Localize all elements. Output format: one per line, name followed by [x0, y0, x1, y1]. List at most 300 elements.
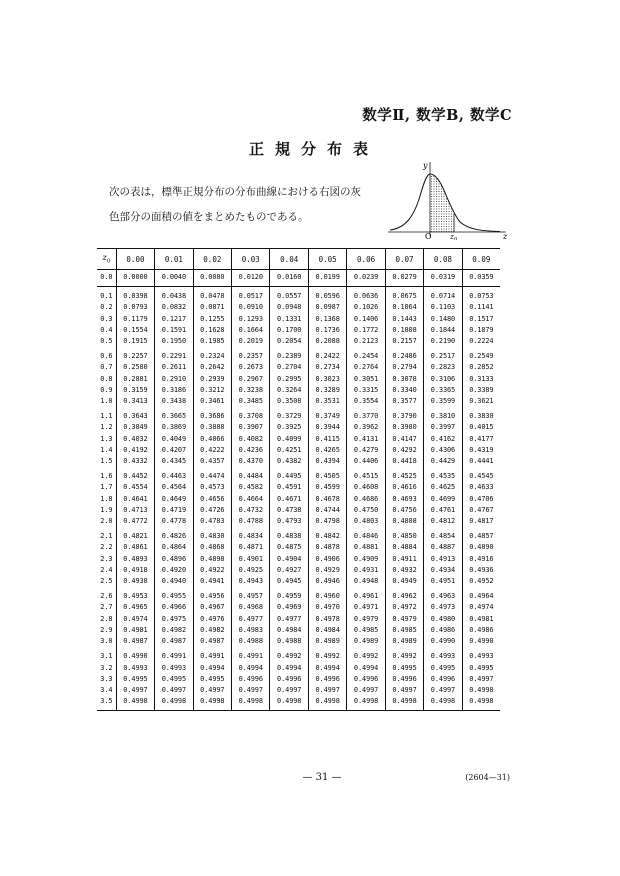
table-cell: 0.2939	[193, 374, 231, 385]
table-cell: 0.4664	[232, 494, 270, 505]
row-z-value: 2.5	[100, 577, 113, 586]
table-cell: 0.3315	[347, 385, 385, 396]
table-cell: 0.4952	[462, 576, 500, 587]
table-cell: 0.4998	[462, 685, 500, 696]
normal-curve-figure	[388, 158, 518, 240]
table-cell: 0.4830	[193, 527, 231, 542]
table-cell: 0.4979	[385, 614, 423, 625]
table-cell: 0.4808	[385, 516, 423, 527]
table-cell: 0.4678	[308, 494, 346, 505]
table-cell: 0.4554	[116, 482, 154, 493]
table-cell: 0.3749	[308, 407, 346, 422]
table-cell: 0.4881	[347, 542, 385, 553]
table-cell: 0.2517	[424, 347, 462, 362]
origin-label: O	[425, 232, 432, 240]
table-cell: 0.4987	[155, 636, 193, 647]
table-cell: 0.4452	[116, 467, 154, 482]
table-cell: 0.4463	[155, 467, 193, 482]
table-cell: 0.4920	[155, 565, 193, 576]
table-cell: 0.3810	[424, 407, 462, 422]
table-cell: 0.4927	[270, 565, 308, 576]
table-cell: 0.4984	[270, 625, 308, 636]
table-cell: 0.4857	[462, 527, 500, 542]
table-cell: 0.3869	[155, 422, 193, 433]
row-z-value: 0.5	[100, 337, 113, 346]
table-cell: 0.4951	[424, 576, 462, 587]
table-cell: 0.4962	[385, 587, 423, 602]
table-cell: 0.0793	[116, 302, 154, 313]
table-cell: 0.2852	[462, 362, 500, 373]
table-cell: 0.4671	[270, 494, 308, 505]
table-cell: 0.4793	[270, 516, 308, 527]
table-cell: 0.4974	[462, 602, 500, 613]
table-cell: 0.4996	[347, 674, 385, 685]
table-cell: 0.2422	[308, 347, 346, 362]
table-cell: 0.4949	[385, 576, 423, 587]
table-cell: 0.4846	[347, 527, 385, 542]
table-cell: 0.4875	[270, 542, 308, 553]
row-z-value: 3.1	[100, 652, 113, 661]
table-cell: 0.4985	[347, 625, 385, 636]
table-cell: 0.3212	[193, 385, 231, 396]
table-cell: 0.4979	[347, 614, 385, 625]
table-cell: 0.4997	[385, 685, 423, 696]
table-row	[97, 647, 500, 662]
table-cell: 0.4980	[424, 614, 462, 625]
column-header: 0.07	[385, 249, 423, 270]
table-cell: 0.1915	[116, 336, 154, 347]
table-cell: 0.4713	[116, 505, 154, 516]
table-row	[97, 685, 500, 696]
table-cell: 0.4998	[155, 696, 193, 711]
table-cell: 0.4573	[193, 482, 231, 493]
table-cell: 0.0199	[308, 270, 346, 287]
table-cell: 0.4997	[155, 685, 193, 696]
table-cell: 0.4222	[193, 445, 231, 456]
table-row	[97, 527, 500, 542]
y-axis-label: y	[423, 161, 428, 170]
table-cell: 0.4986	[462, 625, 500, 636]
table-row	[97, 505, 500, 516]
table-cell: 0.4997	[270, 685, 308, 696]
row-z-value: 1.7	[100, 483, 113, 492]
table-cell: 0.4616	[385, 482, 423, 493]
row-z-value: 0.4	[100, 325, 113, 334]
row-z-value: 3.4	[100, 685, 113, 694]
table-cell: 0.4941	[193, 576, 231, 587]
table-cell: 0.4995	[155, 674, 193, 685]
table-cell: 0.4959	[270, 587, 308, 602]
table-cell: 0.4761	[424, 505, 462, 516]
table-cell: 0.4989	[385, 636, 423, 647]
table-cell: 0.4997	[424, 685, 462, 696]
table-cell: 0.3365	[424, 385, 462, 396]
table-cell: 0.4975	[155, 614, 193, 625]
x-axis-label: z	[503, 232, 508, 240]
table-cell: 0.4826	[155, 527, 193, 542]
table-cell: 0.4982	[193, 625, 231, 636]
table-cell: 0.1879	[462, 325, 500, 336]
table-cell: 0.4406	[347, 456, 385, 467]
table-cell: 0.3554	[347, 396, 385, 407]
table-row	[97, 407, 500, 422]
table-row	[97, 625, 500, 636]
table-cell: 0.4916	[462, 554, 500, 565]
table-cell: 0.4049	[155, 434, 193, 445]
table-cell: 0.3729	[270, 407, 308, 422]
table-cell: 0.0636	[347, 287, 385, 303]
table-cell: 0.4783	[193, 516, 231, 527]
table-cell: 0.1141	[462, 302, 500, 313]
table-cell: 0.2389	[270, 347, 308, 362]
table-cell: 0.2794	[385, 362, 423, 373]
table-row	[97, 434, 500, 445]
table-cell: 0.4394	[308, 456, 346, 467]
row-z-value: 2.4	[100, 565, 113, 574]
table-cell: 0.0120	[232, 270, 270, 287]
table-cell: 0.4505	[308, 467, 346, 482]
table-cell: 0.3106	[424, 374, 462, 385]
table-cell: 0.2486	[385, 347, 423, 362]
table-cell: 0.3133	[462, 374, 500, 385]
table-cell: 0.2580	[116, 362, 154, 373]
table-cell: 0.4207	[155, 445, 193, 456]
table-cell: 0.3686	[193, 407, 231, 422]
table-cell: 0.4893	[116, 554, 154, 565]
subject-heading: 数学Ⅱ, 数学B, 数学C	[362, 107, 512, 124]
table-cell: 0.4988	[232, 636, 270, 647]
table-cell: 0.4931	[347, 565, 385, 576]
table-cell: 0.4591	[270, 482, 308, 493]
table-cell: 0.1255	[193, 314, 231, 325]
table-cell: 0.3531	[308, 396, 346, 407]
table-cell: 0.3413	[116, 396, 154, 407]
row-z-value: 1.1	[100, 412, 113, 421]
table-row	[97, 336, 500, 347]
table-cell: 0.2549	[462, 347, 500, 362]
column-header: 0.09	[462, 249, 500, 270]
table-cell: 0.3621	[462, 396, 500, 407]
table-cell: 0.0871	[193, 302, 231, 313]
table-cell: 0.0987	[308, 302, 346, 313]
table-cell: 0.4972	[385, 602, 423, 613]
table-cell: 0.1844	[424, 325, 462, 336]
table-cell: 0.4998	[424, 696, 462, 711]
table-cell: 0.4633	[462, 482, 500, 493]
table-cell: 0.4821	[116, 527, 154, 542]
table-cell: 0.4936	[462, 565, 500, 576]
table-cell: 0.3485	[232, 396, 270, 407]
table-cell: 0.4961	[347, 587, 385, 602]
table-cell: 0.3599	[424, 396, 462, 407]
table-cell: 0.2642	[193, 362, 231, 373]
intro-line-1: 次の表は，標準正規分布の分布曲線における右図の灰	[109, 186, 361, 198]
table-cell: 0.0832	[155, 302, 193, 313]
table-row	[97, 456, 500, 467]
table-cell: 0.4788	[232, 516, 270, 527]
row-z-value: 2.9	[100, 625, 113, 634]
table-cell: 0.4929	[308, 565, 346, 576]
table-cell: 0.4868	[193, 542, 231, 553]
table-cell: 0.4997	[232, 685, 270, 696]
table-cell: 0.0160	[270, 270, 308, 287]
table-cell: 0.2357	[232, 347, 270, 362]
table-cell: 0.4726	[193, 505, 231, 516]
table-cell: 0.4998	[116, 696, 154, 711]
table-cell: 0.0398	[116, 287, 154, 303]
table-cell: 0.4995	[193, 674, 231, 685]
table-cell: 0.4997	[116, 685, 154, 696]
table-cell: 0.4625	[424, 482, 462, 493]
table-row	[97, 385, 500, 396]
table-cell: 0.1591	[155, 325, 193, 336]
table-cell: 0.4998	[193, 696, 231, 711]
table-cell: 0.3508	[270, 396, 308, 407]
table-cell: 0.1406	[347, 314, 385, 325]
column-header: 0.00	[116, 249, 154, 270]
table-cell: 0.4953	[116, 587, 154, 602]
table-cell: 0.4686	[347, 494, 385, 505]
table-cell: 0.0279	[385, 270, 423, 287]
table-cell: 0.2190	[424, 336, 462, 347]
table-cell: 0.3643	[116, 407, 154, 422]
table-cell: 0.4370	[232, 456, 270, 467]
table-cell: 0.4997	[308, 685, 346, 696]
table-cell: 0.0080	[193, 270, 231, 287]
table-cell: 0.0675	[385, 287, 423, 303]
table-row	[97, 576, 500, 587]
table-cell: 0.4162	[424, 434, 462, 445]
table-cell: 0.2257	[116, 347, 154, 362]
table-cell: 0.0557	[270, 287, 308, 303]
table-cell: 0.3438	[155, 396, 193, 407]
table-cell: 0.3389	[462, 385, 500, 396]
table-cell: 0.4871	[232, 542, 270, 553]
table-cell: 0.4838	[270, 527, 308, 542]
table-row	[97, 587, 500, 602]
table-cell: 0.2764	[347, 362, 385, 373]
table-cell: 0.4884	[385, 542, 423, 553]
table-cell: 0.4991	[193, 647, 231, 662]
table-cell: 0.2734	[308, 362, 346, 373]
table-cell: 0.4345	[155, 456, 193, 467]
row-z-value: 1.0	[100, 397, 113, 406]
table-cell: 0.4948	[347, 576, 385, 587]
table-cell: 0.4319	[462, 445, 500, 456]
table-row	[97, 696, 500, 711]
table-cell: 0.4997	[462, 674, 500, 685]
table-cell: 0.4608	[347, 482, 385, 493]
table-cell: 0.1443	[385, 314, 423, 325]
table-cell: 0.4922	[193, 565, 231, 576]
table-cell: 0.4279	[347, 445, 385, 456]
row-z-value: 2.6	[100, 592, 113, 601]
table-cell: 0.4995	[116, 674, 154, 685]
table-cell: 0.4441	[462, 456, 500, 467]
table-cell: 0.0596	[308, 287, 346, 303]
table-cell: 0.2881	[116, 374, 154, 385]
table-cell: 0.4994	[347, 663, 385, 674]
table-cell: 0.4989	[308, 636, 346, 647]
table-cell: 0.1628	[193, 325, 231, 336]
table-cell: 0.4991	[232, 647, 270, 662]
table-cell: 0.4904	[270, 554, 308, 565]
row-z-value: 3.3	[100, 674, 113, 683]
table-cell: 0.3944	[308, 422, 346, 433]
table-cell: 0.4963	[424, 587, 462, 602]
table-cell: 0.2910	[155, 374, 193, 385]
table-cell: 0.4484	[232, 467, 270, 482]
table-header-row	[97, 249, 500, 270]
table-row	[97, 554, 500, 565]
table-cell: 0.4890	[462, 542, 500, 553]
table-cell: 0.4699	[424, 494, 462, 505]
table-cell: 0.3078	[385, 374, 423, 385]
table-cell: 0.2611	[155, 362, 193, 373]
table-cell: 0.4898	[193, 554, 231, 565]
table-cell: 0.4988	[270, 636, 308, 647]
table-cell: 0.4192	[116, 445, 154, 456]
table-cell: 0.4911	[385, 554, 423, 565]
table-cell: 0.4993	[155, 663, 193, 674]
table-cell: 0.2157	[385, 336, 423, 347]
table-cell: 0.4756	[385, 505, 423, 516]
row-z-value: 3.5	[97, 696, 116, 711]
table-cell: 0.4564	[155, 482, 193, 493]
row-z-value: 1.3	[100, 434, 113, 443]
table-cell: 0.4525	[385, 467, 423, 482]
table-cell: 0.0438	[155, 287, 193, 303]
table-cell: 0.4744	[308, 505, 346, 516]
table-cell: 0.0319	[424, 270, 462, 287]
table-cell: 0.4964	[462, 587, 500, 602]
table-cell: 0.2995	[270, 374, 308, 385]
table-row	[97, 516, 500, 527]
table-cell: 0.4974	[116, 614, 154, 625]
table-cell: 0.4474	[193, 467, 231, 482]
table-cell: 0.1217	[155, 314, 193, 325]
table-row	[97, 602, 500, 613]
table-cell: 0.1700	[270, 325, 308, 336]
table-cell: 0.3186	[155, 385, 193, 396]
table-cell: 0.4382	[270, 456, 308, 467]
row-z-value: 2.7	[100, 603, 113, 612]
table-cell: 0.4994	[193, 663, 231, 674]
row-z-value: 0.3	[100, 314, 113, 323]
intro-text	[109, 180, 404, 230]
table-cell: 0.4306	[424, 445, 462, 456]
column-header: 0.05	[308, 249, 346, 270]
table-row	[97, 422, 500, 433]
row-z-value: 0.1	[100, 292, 113, 301]
table-cell: 0.4878	[308, 542, 346, 553]
table-cell: 0.4817	[462, 516, 500, 527]
table-row	[97, 674, 500, 685]
table-cell: 0.4945	[270, 576, 308, 587]
table-cell: 0.4971	[347, 602, 385, 613]
table-cell: 0.4750	[347, 505, 385, 516]
row-z-value: 2.1	[100, 532, 113, 541]
table-cell: 0.3264	[270, 385, 308, 396]
table-cell: 0.4861	[116, 542, 154, 553]
table-cell: 0.4998	[232, 696, 270, 711]
table-cell: 0.4706	[462, 494, 500, 505]
table-row	[97, 302, 500, 313]
table-cell: 0.4997	[193, 685, 231, 696]
table-cell: 0.3997	[424, 422, 462, 433]
table-cell: 0.4177	[462, 434, 500, 445]
table-cell: 0.4994	[308, 663, 346, 674]
row-z-value: 0.0	[97, 270, 116, 287]
table-cell: 0.4515	[347, 467, 385, 482]
column-header: 0.03	[232, 249, 270, 270]
table-cell: 0.1772	[347, 325, 385, 336]
table-cell: 0.4032	[116, 434, 154, 445]
table-cell: 0.3289	[308, 385, 346, 396]
table-cell: 0.4649	[155, 494, 193, 505]
table-cell: 0.4236	[232, 445, 270, 456]
table-cell: 0.2088	[308, 336, 346, 347]
table-cell: 0.0239	[347, 270, 385, 287]
table-cell: 0.1985	[193, 336, 231, 347]
table-cell: 0.4918	[116, 565, 154, 576]
table-row	[97, 542, 500, 553]
table-cell: 0.4719	[155, 505, 193, 516]
table-cell: 0.1179	[116, 314, 154, 325]
row-z-value: 1.2	[100, 423, 113, 432]
table-cell: 0.4357	[193, 456, 231, 467]
table-row	[97, 325, 500, 336]
table-cell: 0.4987	[193, 636, 231, 647]
row-z-value: 2.8	[100, 614, 113, 623]
table-cell: 0.4967	[193, 602, 231, 613]
normal-distribution-table	[97, 248, 500, 711]
table-cell: 0.2324	[193, 347, 231, 362]
table-cell: 0.2019	[232, 336, 270, 347]
table-cell: 0.4115	[308, 434, 346, 445]
table-cell: 0.4767	[462, 505, 500, 516]
table-cell: 0.0753	[462, 287, 500, 303]
table-cell: 0.4965	[116, 602, 154, 613]
table-row	[97, 314, 500, 325]
table-cell: 0.4545	[462, 467, 500, 482]
row-z-value: 1.9	[100, 505, 113, 514]
table-cell: 0.4854	[424, 527, 462, 542]
table-cell: 0.4995	[462, 663, 500, 674]
table-cell: 0.4992	[347, 647, 385, 662]
table-cell: 0.1736	[308, 325, 346, 336]
table-cell: 0.3925	[270, 422, 308, 433]
table-body	[97, 270, 500, 711]
table-cell: 0.4987	[116, 636, 154, 647]
table-cell: 0.3907	[232, 422, 270, 433]
table-cell: 0.2291	[155, 347, 193, 362]
table-row	[97, 396, 500, 407]
table-cell: 0.4986	[424, 625, 462, 636]
table-cell: 0.4693	[385, 494, 423, 505]
table-cell: 0.4934	[424, 565, 462, 576]
table-cell: 0.4996	[308, 674, 346, 685]
table-cell: 0.4996	[270, 674, 308, 685]
row-z-value: 0.9	[100, 385, 113, 394]
table-cell: 0.4909	[347, 554, 385, 565]
table-cell: 0.4495	[270, 467, 308, 482]
table-cell: 0.4977	[270, 614, 308, 625]
column-header: 0.04	[270, 249, 308, 270]
table-cell: 0.3830	[462, 407, 500, 422]
table-cell: 0.4984	[308, 625, 346, 636]
table-row	[97, 287, 500, 303]
